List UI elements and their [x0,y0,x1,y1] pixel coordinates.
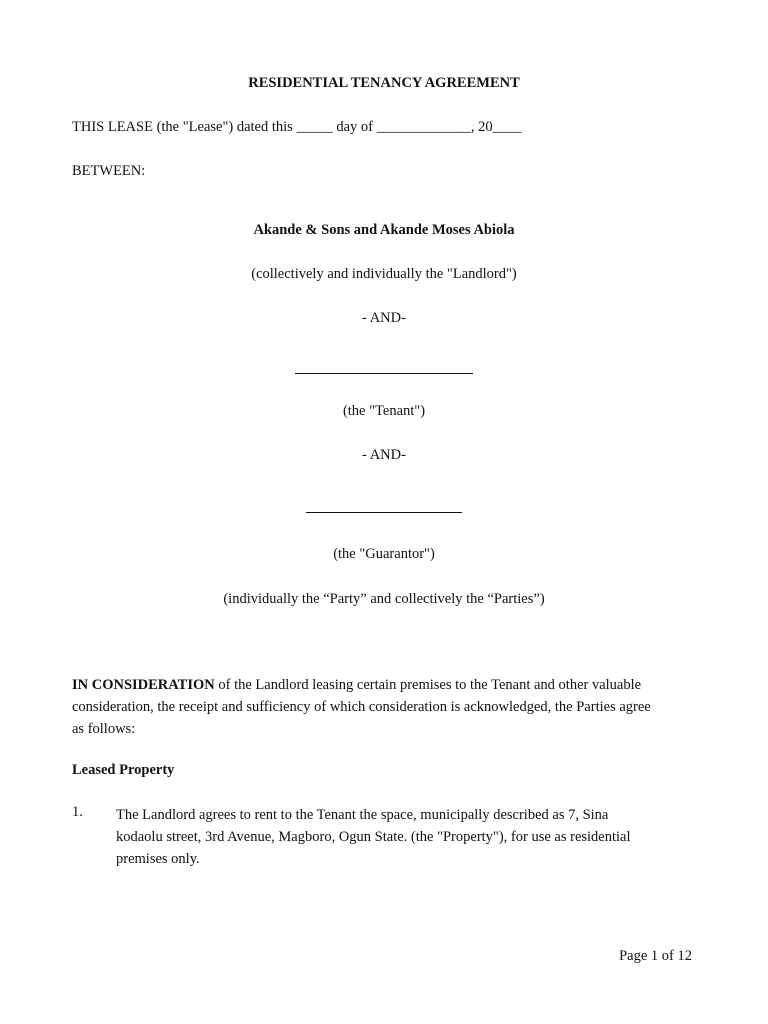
landlord-name: Akande & Sons and Akande Moses Abiola [253,222,515,238]
consideration-paragraph [72,674,696,740]
guarantor-signature-line [306,512,462,513]
clause-1-line-1: The Landlord agrees to rent to the Tenant the space, municipally described as 7, Sina [116,807,609,823]
and-separator-1: - AND- [362,310,406,326]
between-label: BETWEEN: [72,163,146,179]
and-separator-2: - AND- [362,447,406,463]
consideration-line-2: consideration, the receipt and sufficiency of which consideration is acknowledged, the Parties agree [72,699,651,715]
document-title: RESIDENTIAL TENANCY AGREEMENT [248,75,520,91]
parties-note: (individually the “Party” and collectively the “Parties”) [223,591,545,607]
guarantor-role: (the "Guarantor") [333,546,435,562]
clause-1-line-3: premises only. [116,851,200,867]
consideration-line-1: of the Landlord leasing certain premises to the Tenant and other valuable [214,677,642,693]
landlord-role: (collectively and individually the "Landlord") [251,266,517,282]
consideration-line-3: as follows: [72,721,136,737]
clause-1-number: 1. [72,804,83,820]
tenant-role: (the "Tenant") [342,403,426,419]
lease-date-line: THIS LEASE (the "Lease") dated this _____ day of _____________, 20____ [72,119,522,135]
clause-1-text [116,804,696,870]
section-heading-leased-property: Leased Property [72,762,175,778]
page-number: Page 1 of 12 [619,948,692,964]
consideration-lead: IN CONSIDERATION [72,677,215,693]
clause-1-line-2: kodaolu street, 3rd Avenue, Magboro, Ogun State. (the "Property"), for use as residential [116,829,631,845]
tenant-signature-line [295,373,473,374]
